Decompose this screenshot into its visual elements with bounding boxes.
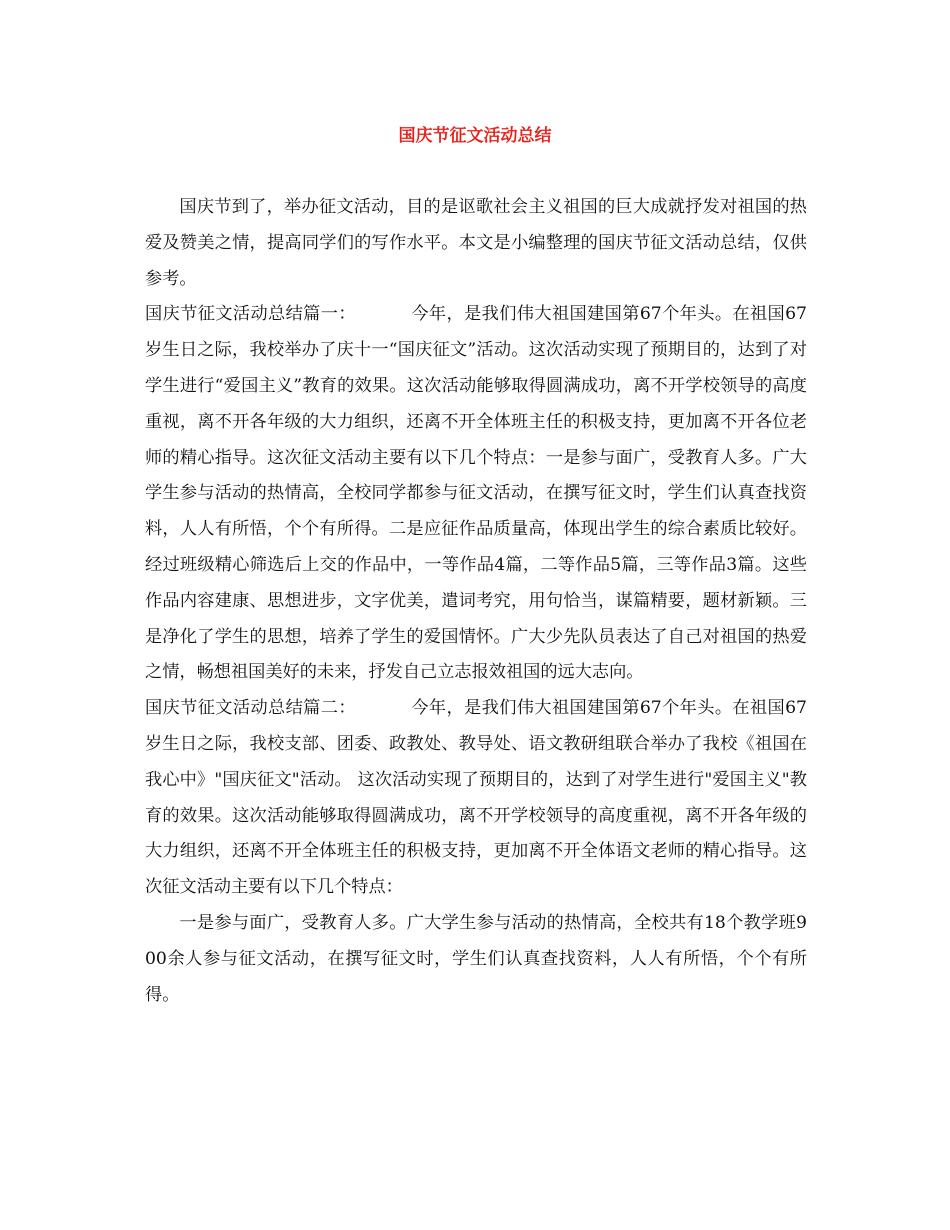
section-two-heading: 国庆节征文活动总结篇二：: [145, 698, 356, 719]
section-one-text: 今年，是我们伟大祖国建国第67个年头。在祖国67岁生日之际，我校举办了庆十一“国庆征文”活动。这次活动实现了预期目的，达到了对学生进行“爱国主义”教育的效果。这次活动能够取得圆满成功，离不开学校领导的高度重视，离不开各年级的大力组织，还离不开全体班主任的积极支持，更加离不开各位老师的精心指导。这次征文活动主要有以下几个特点：一是参与面广，受教育人多。广大学生参与活动的热情高，全校同学都参与征文活动，在撰写征文时，学生们认真查找资料，人人有所悟，个个有所得。二是应征作品质量高，体现出学生的综合素质比较好。经过班级精心筛选后上交的作品中，一等作品4篇，二等作品5篇，三等作品3篇。这些作品内容建康、思想进步，文字优美，遣词考究，用句恰当，谋篇精要，题材新颖。三是净化了学生的思想，培养了学生的爱国情怀。广大少先队员表达了自己对祖国的热爱之情，畅想祖国美好的未来，抒发自己立志报效祖国的远大志向。: [145, 304, 807, 683]
document-title: 国庆节征文活动总结: [398, 126, 552, 146]
section-two-paragraph: [145, 691, 807, 906]
section-one-heading: 国庆节征文活动总结篇一：: [145, 304, 356, 325]
point-one-paragraph: 一是参与面广，受教育人多。广大学生参与活动的热情高，全校共有18个教学班900余人参与征文活动，在撰写征文时，学生们认真查找资料，人人有所悟，个个有所得。: [145, 912, 807, 1005]
intro-paragraph: 国庆节到了，举办征文活动，目的是讴歌社会主义祖国的巨大成就抒发对祖国的热爱及赞美之情，提高同学们的写作水平。本文是小编整理的国庆节征文活动总结，仅供参考。: [145, 197, 807, 289]
section-one-paragraph: [145, 297, 807, 691]
document-body: [145, 190, 807, 1013]
section-two-text: 今年，是我们伟大祖国建国第67个年头。在祖国67岁生日之际，我校支部、团委、政教处、教导处、语文教研组联合举办了我校《祖国在我心中》"国庆征文"活动。 这次活动实现了预期目的，达到了对学生进行"爱国主义"教育的效果。这次活动能够取得圆满成功，离不开学校领导的高度重视，离不开各年级的大力组织，还离不开全体班主任的积极支持，更加离不开全体语文老师的精心指导。这次征文活动主要有以下几个特点：: [145, 698, 807, 898]
